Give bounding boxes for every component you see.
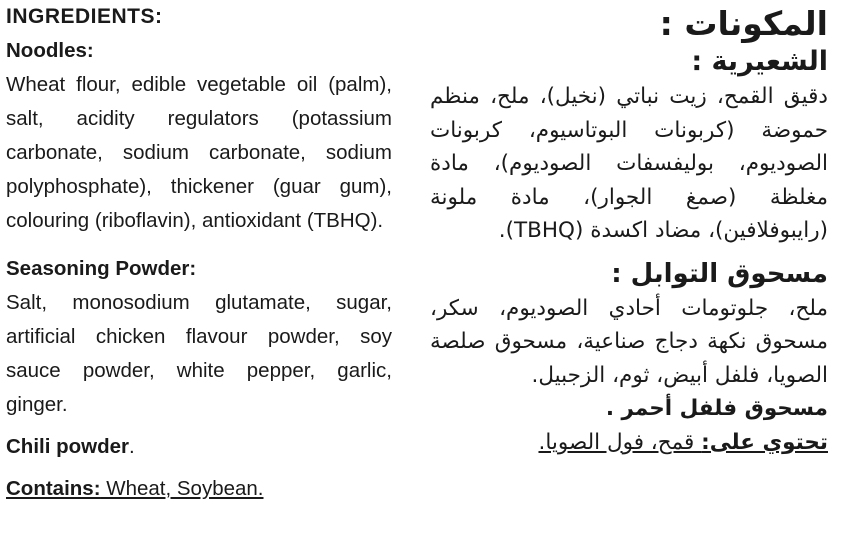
seasoning-heading: Seasoning Powder:: [6, 257, 197, 280]
seasoning-ingredients-text: Salt, monosodium glutamate, sugar, artificial chicken flavour powder, soy sauce powder, white pepper, garlic, ginger.: [6, 291, 392, 416]
contains-line: [6, 472, 392, 506]
chili-line: [6, 430, 392, 464]
chili-period: .: [129, 435, 135, 458]
chili-label: Chili powder: [6, 435, 129, 458]
arabic-contains-line: [430, 426, 828, 460]
english-ingredients-column: [6, 4, 392, 506]
spacer: [6, 238, 392, 252]
contains-text: Wheat, Soybean.: [100, 477, 264, 500]
arabic-ingredients-title: المكونات :: [659, 4, 828, 43]
arabic-noodles-heading: الشعيرية :: [691, 46, 828, 77]
arabic-contains-label: تحتوي على:: [701, 429, 828, 455]
arabic-contains-text: قمح، فول الصويا.: [538, 429, 702, 455]
spacer: [6, 422, 392, 430]
ingredients-title: INGREDIENTS:: [6, 5, 163, 28]
arabic-seasoning-heading: مسحوق التوابل :: [611, 258, 828, 289]
arabic-chili-line: مسحوق فلفل أحمر .: [605, 396, 828, 421]
noodles-heading: Noodles:: [6, 39, 94, 62]
arabic-noodles-text: دقيق القمح، زيت نباتي (نخيل)، ملح، منظم حموضة (كربونات البوتاسيوم، كربونات الصوديوم، بوليفسفات الصوديوم)، مادة مغلظة (صمغ الجوار)، مادة ملونة (رايبوفلافين)، مضاد اكسدة (TBHQ).: [430, 84, 828, 243]
contains-label: Contains:: [6, 477, 101, 500]
arabic-ingredients-column: [430, 4, 828, 459]
arabic-seasoning-text: ملح، جلوتومات أحادي الصوديوم، سكر، مسحوق نكهة دجاج صناعية، مسحوق صلصة الصويا، فلفل أبيض، ثوم، الزجبيل.: [430, 295, 828, 388]
noodles-ingredients-text: Wheat flour, edible vegetable oil (palm), salt, acidity regulators (potassium carbonate, sodium carbonate, sodium polyphosphate), thickener (guar gum), colouring (riboflavin), antioxidant (TBHQ).: [6, 73, 392, 232]
